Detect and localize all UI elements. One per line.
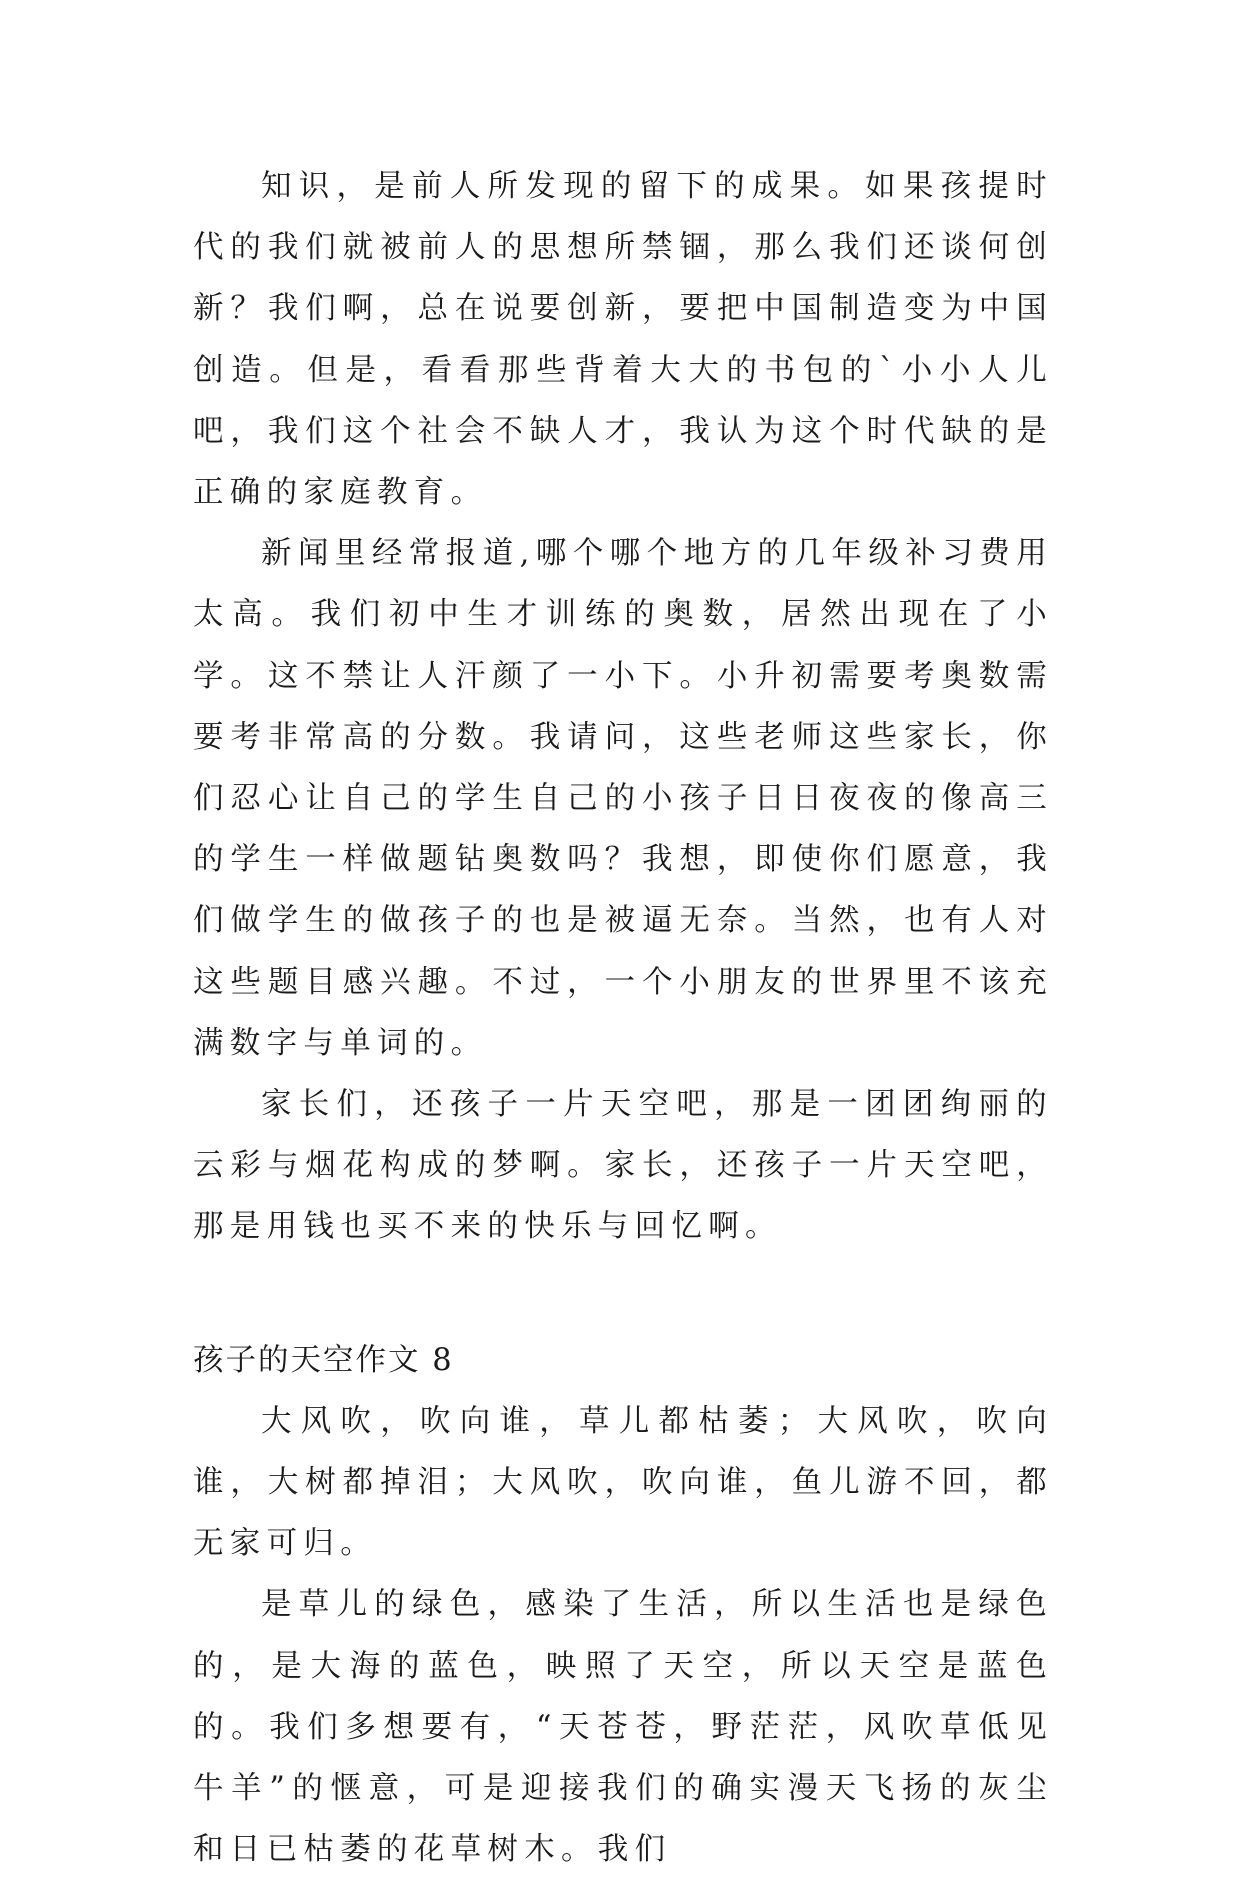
paragraph-news: 新闻里经常报道,哪个哪个地方的几年级补习费用太高。我们初中生才训练的奥数，居然出现在了小学。这不禁让人汗颜了一小下。小升初需要考奥数需要考非常高的分数。我请问，这些老师这些家长，你们忍心让自己的学生自己的小孩子日日夜夜的像高三的学生一样做题钻奥数吗？我想，即使你们愿意，我们做学生的做孩子的也是被逼无奈。当然，也有人对这些题目感兴趣。不过，一个小朋友的世界里不该充满数字与单词的。 xyxy=(193,536,1053,1061)
section-spacer xyxy=(193,1258,1053,1330)
paragraph-parents: 家长们，还孩子一片天空吧，那是一团团绚丽的云彩与烟花构成的梦啊。家长，还孩子一片天空吧，那是用钱也买不来的快乐与回忆啊。 xyxy=(193,1087,1053,1245)
paragraph-colors: 是草儿的绿色，感染了生活，所以生活也是绿色的，是大海的蓝色，映照了天空，所以天空是蓝色的。我们多想要有，“天苍苍，野茫茫，风吹草低见牛羊”的惬意，可是迎接我们的确实漫天飞扬的灰尘和日已枯萎的花草树木。我们 xyxy=(193,1587,1053,1868)
paragraph-knowledge: 知识，是前人所发现的留下的成果。如果孩提时代的我们就被前人的思想所禁锢，那么我们还谈何创新？我们啊，总在说要创新，要把中国制造变为中国创造。但是，看看那些背着大大的书包的`小小人儿吧，我们这个社会不缺人才，我认为这个时代缺的是正确的家庭教育。 xyxy=(193,169,1053,511)
document-body xyxy=(193,156,1053,1880)
section-title: 孩子的天空作文 8 xyxy=(193,1342,454,1378)
paragraph-wind: 大风吹，吹向谁，草儿都枯萎；大风吹，吹向谁，大树都掉泪；大风吹，吹向谁，鱼儿游不回，都无家可归。 xyxy=(193,1403,1053,1562)
